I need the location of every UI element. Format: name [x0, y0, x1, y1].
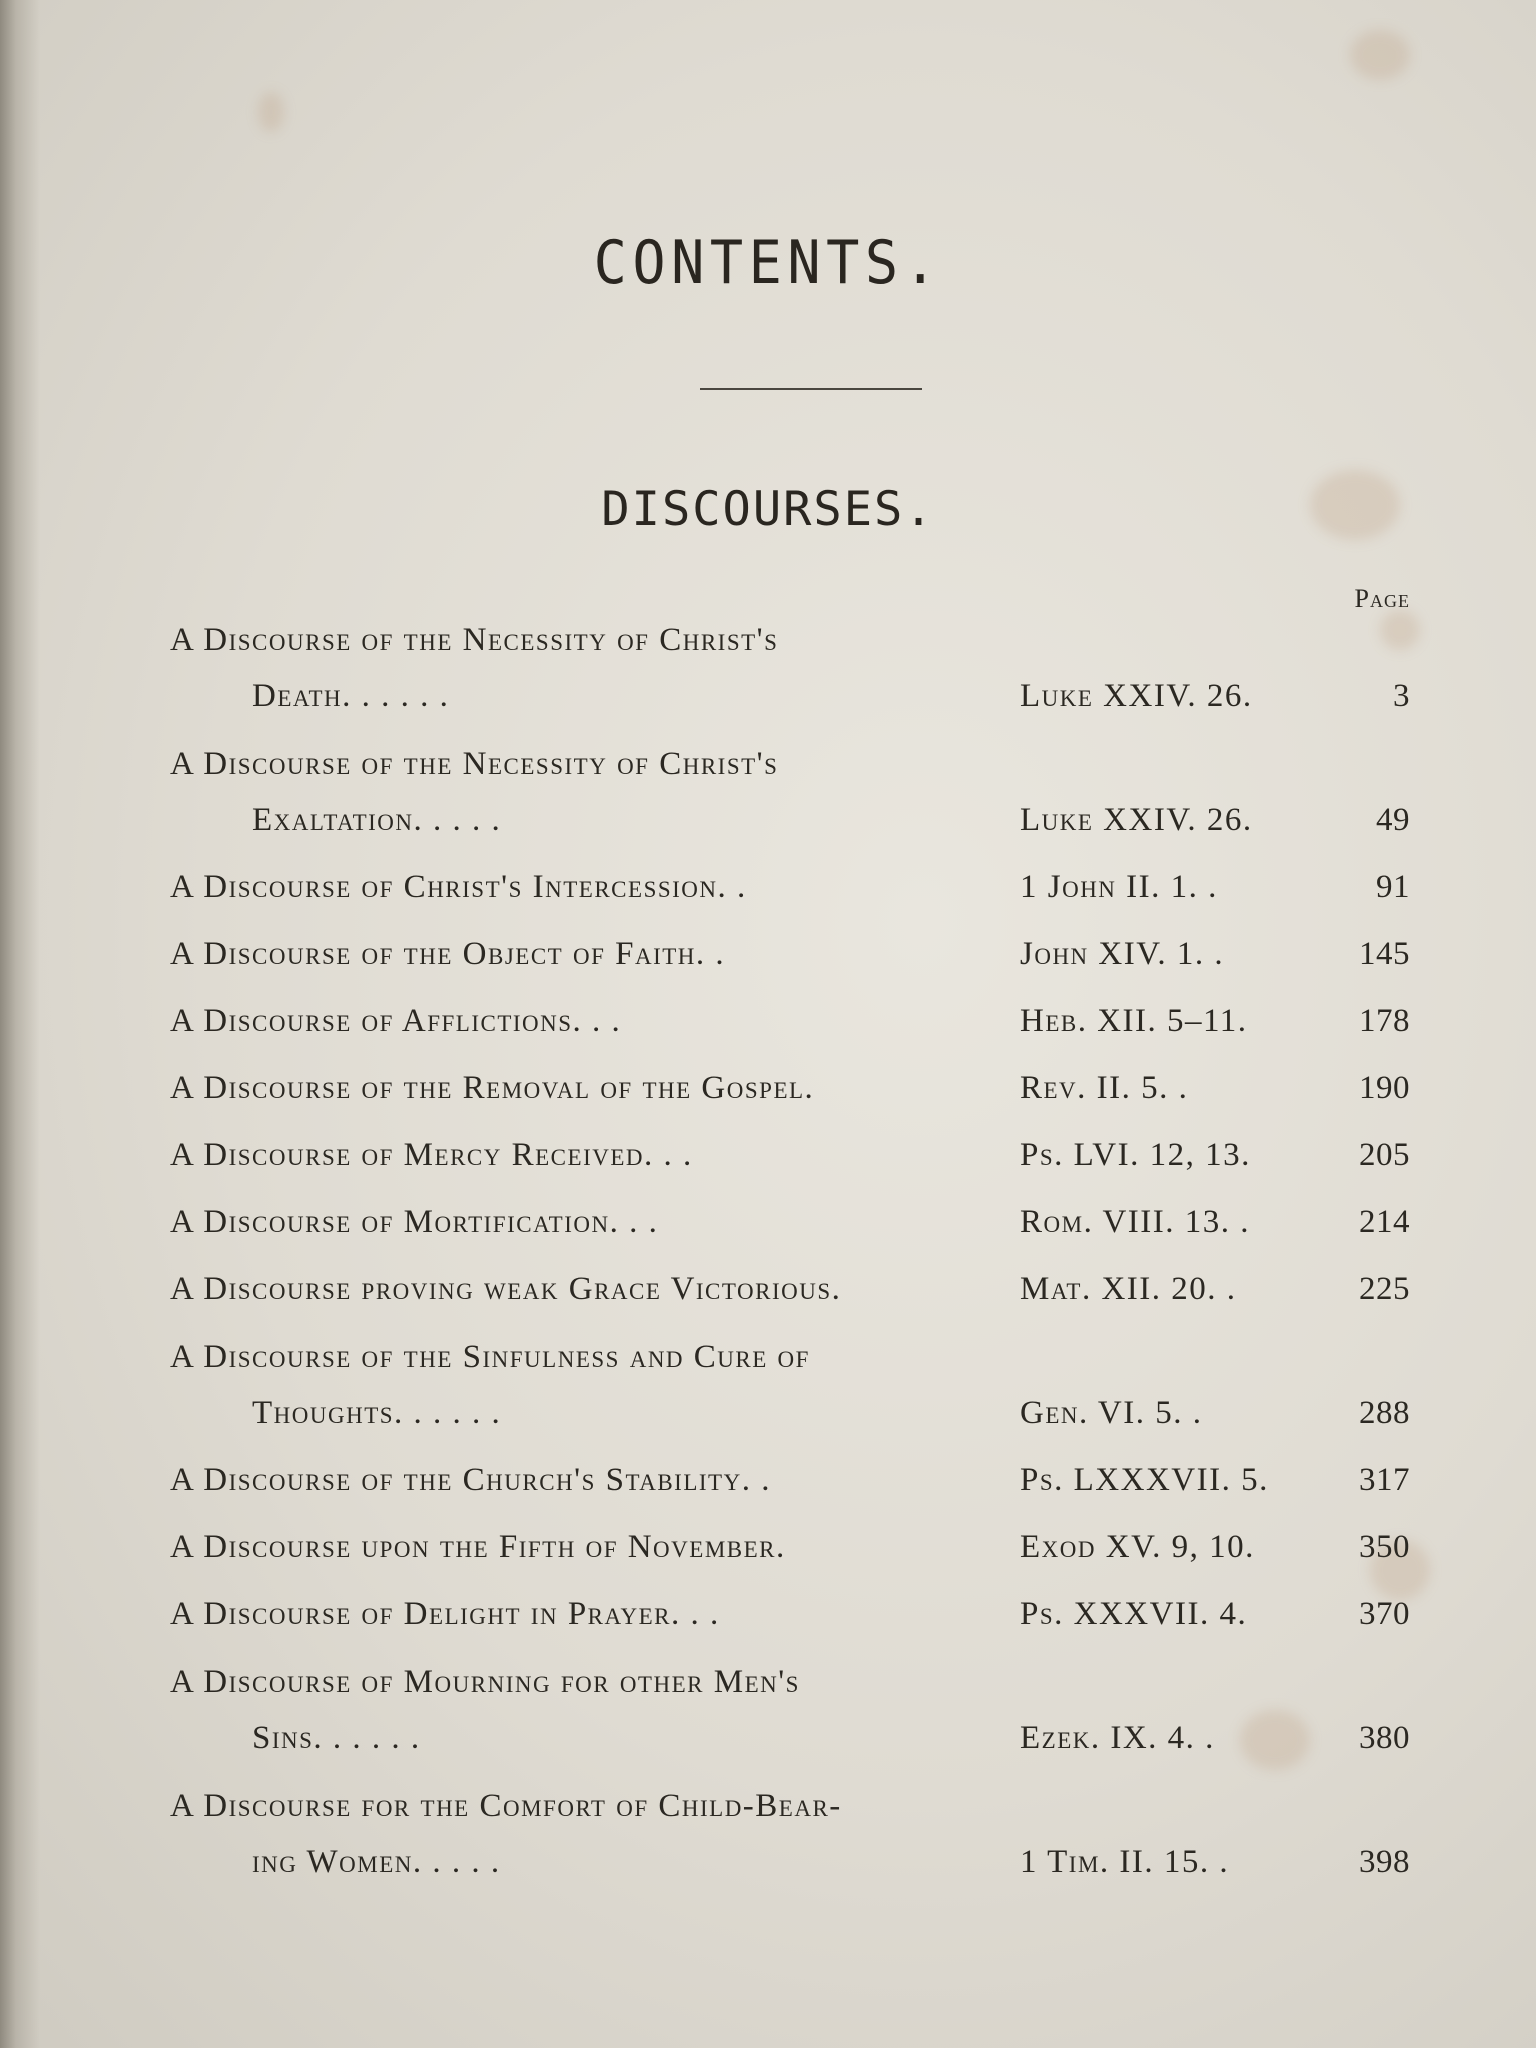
entry-title: A Discourse of the Church's Stability. .	[170, 1462, 771, 1498]
title-divider	[700, 388, 922, 390]
page-number: 317	[1359, 1462, 1410, 1498]
contents-entry	[170, 993, 1410, 1049]
contents-entry	[170, 1654, 1410, 1766]
contents-entry	[170, 1329, 1410, 1441]
page-number: 380	[1359, 1720, 1410, 1756]
entry-title: A Discourse of the Object of Faith. .	[170, 936, 726, 972]
entry-title: A Discourse of the Necessity of Christ's	[170, 746, 779, 782]
entry-title: A Discourse upon the Fifth of November.	[170, 1529, 786, 1565]
page-number: 370	[1359, 1596, 1410, 1632]
scripture-reference: Mat. XII. 20. .	[1020, 1271, 1237, 1307]
scripture-reference: Gen. VI. 5. .	[1020, 1395, 1203, 1431]
entry-title-continued: Sins. . . . . .	[252, 1720, 421, 1756]
scripture-reference: Ezek. IX. 4. .	[1020, 1720, 1215, 1756]
page-number: 190	[1359, 1070, 1410, 1106]
scripture-reference: Ps. LVI. 12, 13.	[1020, 1137, 1251, 1173]
entry-title: A Discourse of Mourning for other Men's	[170, 1664, 800, 1700]
entry-title: A Discourse of Christ's Intercession. .	[170, 869, 747, 905]
contents-entry	[170, 1127, 1410, 1183]
contents-entry	[170, 1452, 1410, 1508]
scripture-reference: Luke XXIV. 26.	[1020, 802, 1253, 838]
page-number: 398	[1359, 1844, 1410, 1880]
contents-list	[170, 612, 1410, 1890]
contents-entry	[170, 859, 1410, 915]
page-number: 225	[1359, 1271, 1410, 1307]
entry-title: A Discourse of the Removal of the Gospel.	[170, 1070, 815, 1106]
page-number: 145	[1359, 936, 1410, 972]
entry-title: A Discourse of Delight in Prayer. . .	[170, 1596, 720, 1632]
section-heading: DISCOURSES.	[601, 482, 935, 537]
entry-title: A Discourse for the Comfort of Child-Bear-	[170, 1788, 842, 1824]
page-number: 3	[1393, 678, 1410, 714]
contents-entry	[170, 612, 1410, 724]
entry-title-continued: ing Women. . . . .	[252, 1844, 501, 1880]
page-title: CONTENTS.	[593, 228, 943, 298]
entry-title-continued: Thoughts. . . . . .	[252, 1395, 502, 1431]
contents-entry	[170, 1194, 1410, 1250]
entry-title-continued: Death. . . . . .	[252, 678, 450, 714]
contents-entry	[170, 1060, 1410, 1116]
page-number: 288	[1359, 1395, 1410, 1431]
contents-entry	[170, 736, 1410, 848]
page-number: 178	[1359, 1003, 1410, 1039]
scripture-reference: Ps. XXXVII. 4.	[1020, 1596, 1248, 1632]
scripture-reference: Rev. II. 5. .	[1020, 1070, 1189, 1106]
scripture-reference: Luke XXIV. 26.	[1020, 678, 1253, 714]
contents-entry	[170, 1519, 1410, 1575]
scripture-reference: 1 John II. 1. .	[1020, 869, 1218, 905]
entry-title: A Discourse of Mercy Received. . .	[170, 1137, 693, 1173]
scripture-reference: John XIV. 1. .	[1020, 936, 1225, 972]
scripture-reference: 1 Tim. II. 15. .	[1020, 1844, 1230, 1880]
page-column-label: Page	[1354, 584, 1410, 613]
page-number: 91	[1376, 869, 1410, 905]
contents-entry	[170, 1261, 1410, 1317]
entry-title: A Discourse of the Sinfulness and Cure of	[170, 1339, 810, 1375]
entry-title: A Discourse of Afflictions. . .	[170, 1003, 622, 1039]
page-number: 205	[1359, 1137, 1410, 1173]
scripture-reference: Rom. VIII. 13. .	[1020, 1204, 1251, 1240]
page-number: 49	[1376, 802, 1410, 838]
page-number: 214	[1359, 1204, 1410, 1240]
entry-title: A Discourse of Mortification. . .	[170, 1204, 659, 1240]
entry-title-continued: Exaltation. . . . .	[252, 802, 502, 838]
foxing-stain	[258, 92, 284, 132]
contents-entry	[170, 1586, 1410, 1642]
scripture-reference: Heb. XII. 5–11.	[1020, 1003, 1248, 1039]
foxing-stain	[1350, 30, 1410, 80]
scripture-reference: Exod XV. 9, 10.	[1020, 1529, 1255, 1565]
gutter-shadow	[0, 0, 40, 2048]
contents-entry	[170, 1778, 1410, 1890]
contents-entry	[170, 926, 1410, 982]
scripture-reference: Ps. LXXXVII. 5.	[1020, 1462, 1269, 1498]
entry-title: A Discourse proving weak Grace Victorious.	[170, 1271, 842, 1307]
entry-title: A Discourse of the Necessity of Christ's	[170, 622, 779, 658]
page-number: 350	[1359, 1529, 1410, 1565]
